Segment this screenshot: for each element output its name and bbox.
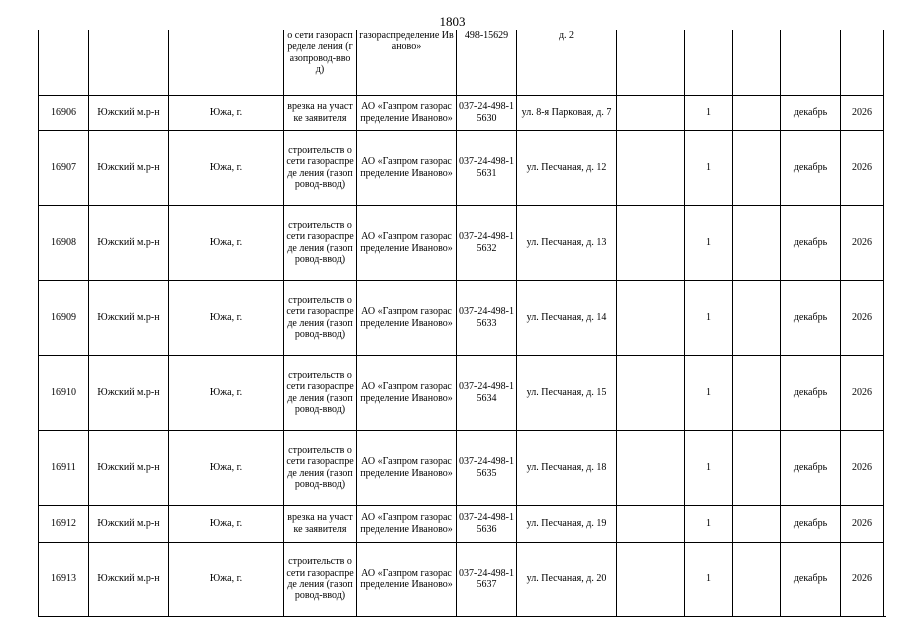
cell-num: 16909 bbox=[39, 280, 89, 355]
cell-qty: 1 bbox=[685, 430, 733, 505]
cell-type: о сети газораспределе ления (газопровод-ввод) bbox=[284, 30, 357, 95]
table-row bbox=[39, 280, 884, 355]
cell-empty bbox=[617, 542, 685, 616]
cell-code: 037-24-498-15631 bbox=[457, 130, 517, 205]
cell-code: 037-24-498-15635 bbox=[457, 430, 517, 505]
cell-district: Южский м.р-н bbox=[89, 505, 169, 542]
cell-num: 16908 bbox=[39, 205, 89, 280]
cell-qty: 1 bbox=[685, 355, 733, 430]
cell-code: 037-24-498-15637 bbox=[457, 542, 517, 616]
registry-table bbox=[38, 30, 884, 617]
cell-org: АО «Газпром газораспределение Иваново» bbox=[357, 205, 457, 280]
table-row-continued bbox=[39, 30, 884, 95]
table-row bbox=[39, 430, 884, 505]
cell-month: декабрь bbox=[781, 355, 841, 430]
table-row bbox=[39, 355, 884, 430]
cell-town: Южа, г. bbox=[169, 130, 284, 205]
cell-empty bbox=[617, 280, 685, 355]
cell-org: АО «Газпром газораспределение Иваново» bbox=[357, 280, 457, 355]
cell-empty bbox=[733, 130, 781, 205]
cell-code: 498-15629 bbox=[457, 30, 517, 95]
cell-town: Южа, г. bbox=[169, 542, 284, 616]
cell-district bbox=[89, 30, 169, 95]
cell-town: Южа, г. bbox=[169, 355, 284, 430]
cell-year: 2026 bbox=[841, 542, 884, 616]
cell-town: Южа, г. bbox=[169, 95, 284, 130]
cell-year: 2026 bbox=[841, 430, 884, 505]
cell-year: 2026 bbox=[841, 355, 884, 430]
cell-address: ул. 8-я Парковая, д. 7 bbox=[517, 95, 617, 130]
cell-code: 037-24-498-15633 bbox=[457, 280, 517, 355]
cell-empty bbox=[733, 542, 781, 616]
table-bottom-border bbox=[38, 616, 886, 617]
page-number: 1803 bbox=[439, 14, 466, 29]
cell-empty bbox=[617, 130, 685, 205]
table-row bbox=[39, 205, 884, 280]
cell-type: строительств о сети газораспреде ления (газопровод-ввод) bbox=[284, 280, 357, 355]
cell-month: декабрь bbox=[781, 280, 841, 355]
cell-address: ул. Песчаная, д. 20 bbox=[517, 542, 617, 616]
cell-code: 037-24-498-15632 bbox=[457, 205, 517, 280]
cell-org: АО «Газпром газораспределение Иваново» bbox=[357, 95, 457, 130]
cell-code: 037-24-498-15634 bbox=[457, 355, 517, 430]
cell-month: декабрь bbox=[781, 430, 841, 505]
cell-year bbox=[841, 30, 884, 95]
cell-address: д. 2 bbox=[517, 30, 617, 95]
cell-type: строительств о сети газораспреде ления (газопровод-ввод) bbox=[284, 430, 357, 505]
cell-month: декабрь bbox=[781, 542, 841, 616]
cell-type: строительств о сети газораспреде ления (газопровод-ввод) bbox=[284, 205, 357, 280]
cell-qty: 1 bbox=[685, 205, 733, 280]
cell-qty bbox=[685, 30, 733, 95]
cell-empty bbox=[733, 280, 781, 355]
cell-town: Южа, г. bbox=[169, 280, 284, 355]
cell-month: декабрь bbox=[781, 205, 841, 280]
cell-month: декабрь bbox=[781, 95, 841, 130]
table-row bbox=[39, 130, 884, 205]
cell-year: 2026 bbox=[841, 130, 884, 205]
cell-empty bbox=[733, 30, 781, 95]
cell-qty: 1 bbox=[685, 505, 733, 542]
table-row bbox=[39, 542, 884, 616]
cell-town: Южа, г. bbox=[169, 430, 284, 505]
cell-district: Южский м.р-н bbox=[89, 280, 169, 355]
cell-year: 2026 bbox=[841, 280, 884, 355]
cell-address: ул. Песчаная, д. 18 bbox=[517, 430, 617, 505]
cell-town bbox=[169, 30, 284, 95]
cell-qty: 1 bbox=[685, 95, 733, 130]
cell-empty bbox=[617, 355, 685, 430]
cell-district: Южский м.р-н bbox=[89, 95, 169, 130]
cell-district: Южский м.р-н bbox=[89, 355, 169, 430]
cell-address: ул. Песчаная, д. 15 bbox=[517, 355, 617, 430]
cell-month: декабрь bbox=[781, 130, 841, 205]
cell-num: 16906 bbox=[39, 95, 89, 130]
cell-num: 16910 bbox=[39, 355, 89, 430]
cell-qty: 1 bbox=[685, 280, 733, 355]
cell-year: 2026 bbox=[841, 95, 884, 130]
cell-qty: 1 bbox=[685, 130, 733, 205]
cell-empty bbox=[617, 505, 685, 542]
cell-district: Южский м.р-н bbox=[89, 542, 169, 616]
table-row bbox=[39, 505, 884, 542]
cell-qty: 1 bbox=[685, 542, 733, 616]
cell-year: 2026 bbox=[841, 505, 884, 542]
cell-district: Южский м.р-н bbox=[89, 430, 169, 505]
cell-code: 037-24-498-15630 bbox=[457, 95, 517, 130]
cell-type: строительств о сети газораспреде ления (газопровод-ввод) bbox=[284, 130, 357, 205]
cell-empty bbox=[617, 30, 685, 95]
cell-empty bbox=[733, 95, 781, 130]
cell-address: ул. Песчаная, д. 19 bbox=[517, 505, 617, 542]
table-row bbox=[39, 95, 884, 130]
cell-type: строительств о сети газораспреде ления (газопровод-ввод) bbox=[284, 355, 357, 430]
cell-town: Южа, г. bbox=[169, 505, 284, 542]
cell-org: АО «Газпром газораспределение Иваново» bbox=[357, 355, 457, 430]
cell-district: Южский м.р-н bbox=[89, 205, 169, 280]
cell-month: декабрь bbox=[781, 505, 841, 542]
cell-org: АО «Газпром газораспределение Иваново» bbox=[357, 542, 457, 616]
cell-empty bbox=[617, 95, 685, 130]
cell-type: врезка на участке заявителя bbox=[284, 95, 357, 130]
cell-type: врезка на участке заявителя bbox=[284, 505, 357, 542]
cell-empty bbox=[617, 205, 685, 280]
cell-num bbox=[39, 30, 89, 95]
cell-month bbox=[781, 30, 841, 95]
cell-empty bbox=[733, 355, 781, 430]
cell-type: строительств о сети газораспреде ления (газопровод-ввод) bbox=[284, 542, 357, 616]
cell-num: 16912 bbox=[39, 505, 89, 542]
cell-empty bbox=[617, 430, 685, 505]
cell-org: газораспределение Иваново» bbox=[357, 30, 457, 95]
cell-org: АО «Газпром газораспределение Иваново» bbox=[357, 130, 457, 205]
cell-year: 2026 bbox=[841, 205, 884, 280]
cell-address: ул. Песчаная, д. 14 bbox=[517, 280, 617, 355]
cell-code: 037-24-498-15636 bbox=[457, 505, 517, 542]
cell-district: Южский м.р-н bbox=[89, 130, 169, 205]
cell-org: АО «Газпром газораспределение Иваново» bbox=[357, 505, 457, 542]
cell-town: Южа, г. bbox=[169, 205, 284, 280]
cell-num: 16913 bbox=[39, 542, 89, 616]
cell-empty bbox=[733, 505, 781, 542]
cell-address: ул. Песчаная, д. 13 bbox=[517, 205, 617, 280]
cell-address: ул. Песчаная, д. 12 bbox=[517, 130, 617, 205]
cell-num: 16911 bbox=[39, 430, 89, 505]
cell-empty bbox=[733, 205, 781, 280]
cell-empty bbox=[733, 430, 781, 505]
cell-num: 16907 bbox=[39, 130, 89, 205]
cell-org: АО «Газпром газораспределение Иваново» bbox=[357, 430, 457, 505]
